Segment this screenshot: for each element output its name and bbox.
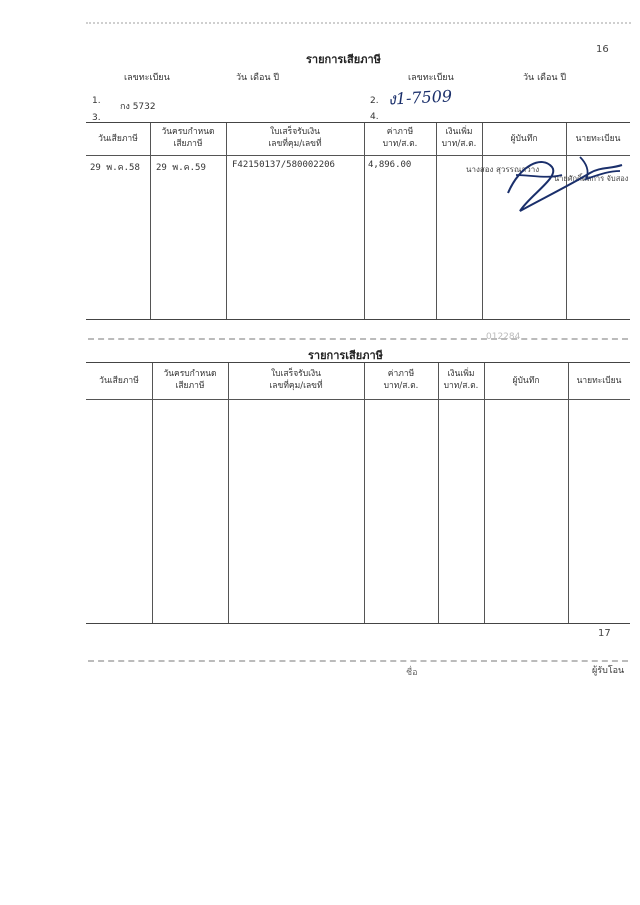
lower-col-header-tax: ค่าภาษี bbox=[387, 369, 415, 379]
signature-stroke bbox=[490, 145, 630, 221]
lower-col-header-recorder: ผู้บันทึก bbox=[512, 376, 540, 386]
col-header-extra-2: บาท/ส.ต. bbox=[441, 139, 477, 149]
reg-row-2-no: 2. bbox=[370, 96, 379, 106]
col-header-recorder: ผู้บันทึก bbox=[510, 134, 538, 144]
faded-code: 012284 bbox=[486, 332, 521, 342]
reg-row-4-no: 4. bbox=[370, 112, 379, 122]
date-label-right: วัน เดือน ปี bbox=[523, 73, 567, 83]
col-header-due-date: วันครบกำหนด bbox=[161, 127, 215, 137]
col-header-paid-date: วันเสียภาษี bbox=[98, 134, 138, 144]
lower-col-header-due-date: วันครบกำหนด bbox=[163, 369, 217, 379]
upper-title: รายการเสียภาษี bbox=[306, 53, 381, 66]
lower-col-header-extra: เงินเพิ่ม bbox=[447, 369, 475, 379]
reg-row-3-no: 3. bbox=[92, 113, 101, 123]
record-receipt: F42150137/580002206 bbox=[232, 160, 335, 170]
lower-col-header-tax-2: บาท/ส.ต. bbox=[383, 381, 419, 391]
record-paid-date: 29 พ.ค.58 bbox=[90, 163, 140, 173]
date-label-left: วัน เดือน ปี bbox=[236, 73, 280, 83]
lower-col-header-paid-date: วันเสียภาษี bbox=[99, 376, 139, 386]
upper-tax-table bbox=[86, 122, 630, 320]
reg-row-1-value: กง 5732 bbox=[120, 102, 156, 112]
record-due-date: 29 พ.ค.59 bbox=[156, 163, 206, 173]
lower-col-header-due-date-2: เสียภาษี bbox=[175, 381, 205, 391]
page-number-bottom: 17 bbox=[598, 628, 611, 639]
col-header-tax-2: บาท/ส.ต. bbox=[382, 139, 418, 149]
col-header-registrar: นายทะเบียน bbox=[575, 134, 621, 144]
col-header-due-date-2: เสียภาษี bbox=[173, 139, 203, 149]
record-registrar: นายศักดิ์ดลการ จับสอง bbox=[554, 174, 629, 183]
lower-tax-table bbox=[86, 362, 630, 624]
footer-name-label: ชื่อ bbox=[406, 668, 418, 678]
lower-col-header-registrar: นายทะเบียน bbox=[576, 376, 622, 386]
lower-col-header-receipt: ใบเสร็จรับเงิน bbox=[270, 369, 321, 379]
footer-transferee-label: ผู้รับโอน bbox=[592, 666, 625, 676]
footer-dashed-line bbox=[88, 660, 628, 662]
record-recorder: นางสอง สุวรรณสว่าง bbox=[466, 165, 540, 174]
reg-label-right: เลขทะเบียน bbox=[408, 73, 454, 83]
col-header-tax: ค่าภาษี bbox=[386, 127, 414, 137]
col-header-receipt-2: เลขที่คุม/เลขที่ bbox=[268, 139, 322, 149]
col-header-extra: เงินเพิ่ม bbox=[445, 127, 473, 137]
lower-title: รายการเสียภาษี bbox=[308, 349, 383, 362]
reg-label-left: เลขทะเบียน bbox=[124, 73, 170, 83]
lower-col-header-receipt-2: เลขที่คุม/เลขที่ bbox=[269, 381, 323, 391]
record-tax: 4,896.00 bbox=[368, 160, 412, 170]
reg-row-1-no: 1. bbox=[92, 96, 101, 106]
fold-line bbox=[88, 338, 628, 340]
page-number-top: 16 bbox=[596, 44, 609, 55]
lower-col-header-extra-2: บาท/ส.ต. bbox=[443, 381, 479, 391]
col-header-receipt: ใบเสร็จรับเงิน bbox=[269, 127, 320, 137]
scan-artifact bbox=[86, 22, 631, 34]
reg-row-2-handwritten: ง1-7509 bbox=[387, 86, 453, 109]
